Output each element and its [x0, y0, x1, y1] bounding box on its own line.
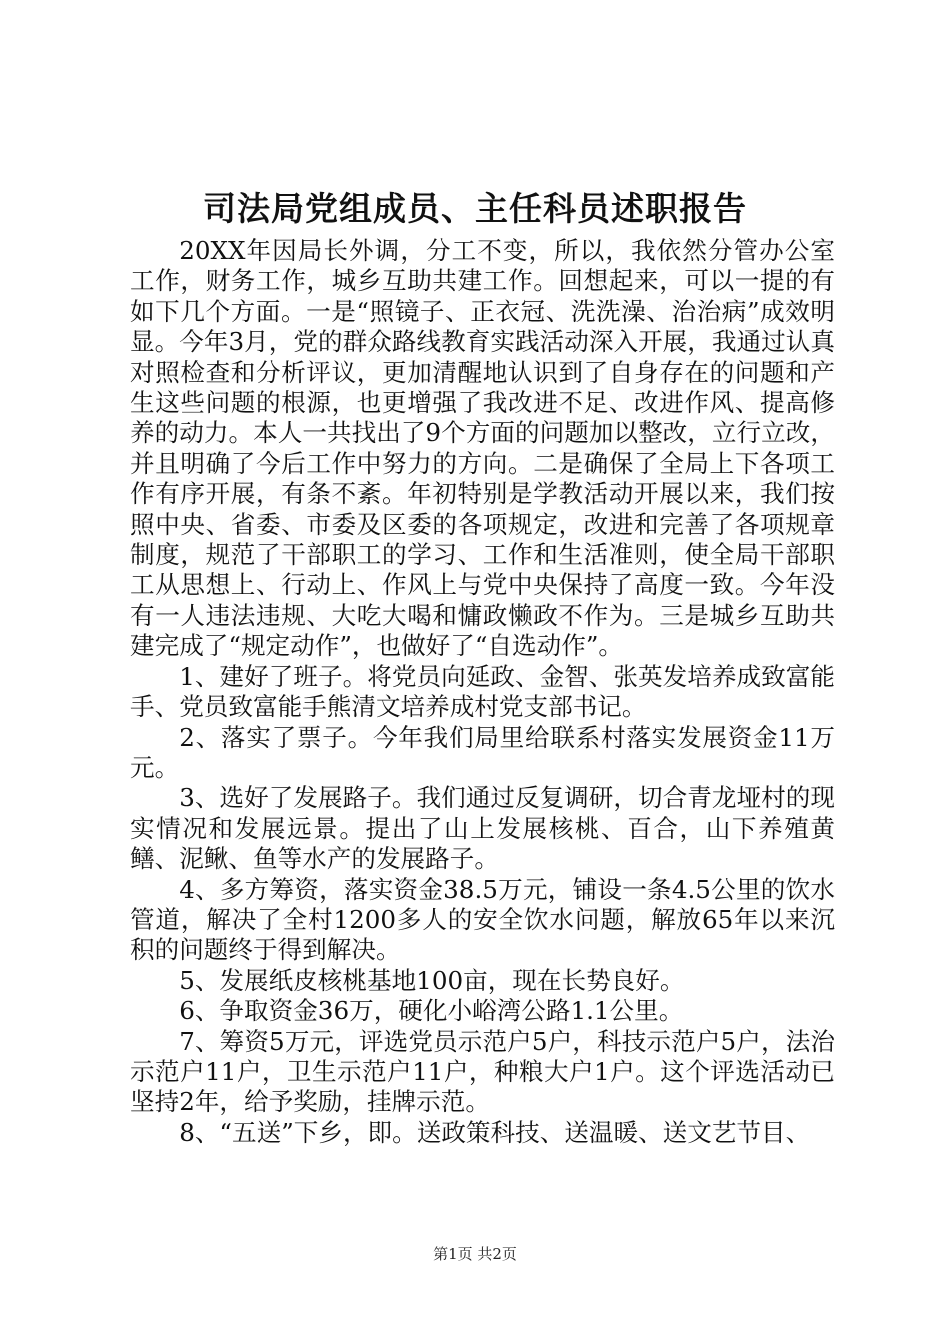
paragraph-item-5: 5、发展纸皮核桃基地100亩，现在长势良好。 [179, 965, 685, 995]
paragraph-item-7: 7、筹资5万元，评选党员示范户5户，科技示范户5户，法治示范户11户，卫生示范户11户，种粮大户1户。这个评选活动已坚持2年，给予奖励，挂牌示范。 [130, 1026, 835, 1117]
paragraph-item-8: 8、“五送”下乡，即。送政策科技、送温暖、送文艺节目、 [179, 1117, 811, 1147]
paragraph-item-3: 3、选好了发展路子。我们通过反复调研，切合青龙垭村的现实情况和发展远景。提出了山上发展核桃、百合，山下养殖黄鳝、泥鳅、鱼等水产的发展路子。 [130, 783, 835, 874]
document-title: 司法局党组成员、主任科员述职报告 [203, 189, 747, 228]
paragraph-item-1: 1、建好了班子。将党员向延政、金智、张英发培养成致富能手、党员致富能手熊清文培养成村党支部书记。 [130, 661, 835, 722]
paragraph-item-2: 2、落实了票子。今年我们局里给联系村落实发展资金11万元。 [130, 722, 835, 782]
paragraph-intro: 20XX年因局长外调，分工不变，所以，我依然分管办公室工作，财务工作，城乡互助共建工作。回想起来，可以一提的有如下几个方面。一是“照镜子、正衣冠、洗洗澡、治治病”成效明显。今年3月，党的群众路线教育实践活动深入开展，我通过认真对照检查和分析评议，更加清醒地认识到了自身存在的问题和产生这些问题的根源，也更增强了我改进不足、改进作风、提高修养的动力。本人一共找出了9个方面的问题加以整改，立行立改，并且明确了今后工作中努力的方向。二是确保了全局上下各项工作有序开展，有条不紊。年初特别是学教活动开展以来，我们按照中央、省委、市委及区委的各项规定，改进和完善了各项规章制度，规范了干部职工的学习、工作和生活准则，使全局干部职工从思想上、行动上、作风上与党中央保持了高度一致。今年没有一人违法违规、大吃大喝和慵政懒政不作为。三是城乡互助共建完成了“规定动作”，也做好了“自选动作”。 [130, 236, 835, 661]
document-body [130, 236, 835, 1148]
page-number-footer: 第1页 共2页 [433, 1245, 517, 1263]
paragraph-item-4: 4、多方筹资，落实资金38.5万元，铺设一条4.5公里的饮水管道，解决了全村1200多人的安全饮水问题，解放65年以来沉积的问题终于得到解决。 [130, 874, 835, 965]
paragraph-item-6: 6、争取资金36万，硬化小峪湾公路1.1公里。 [179, 996, 684, 1026]
